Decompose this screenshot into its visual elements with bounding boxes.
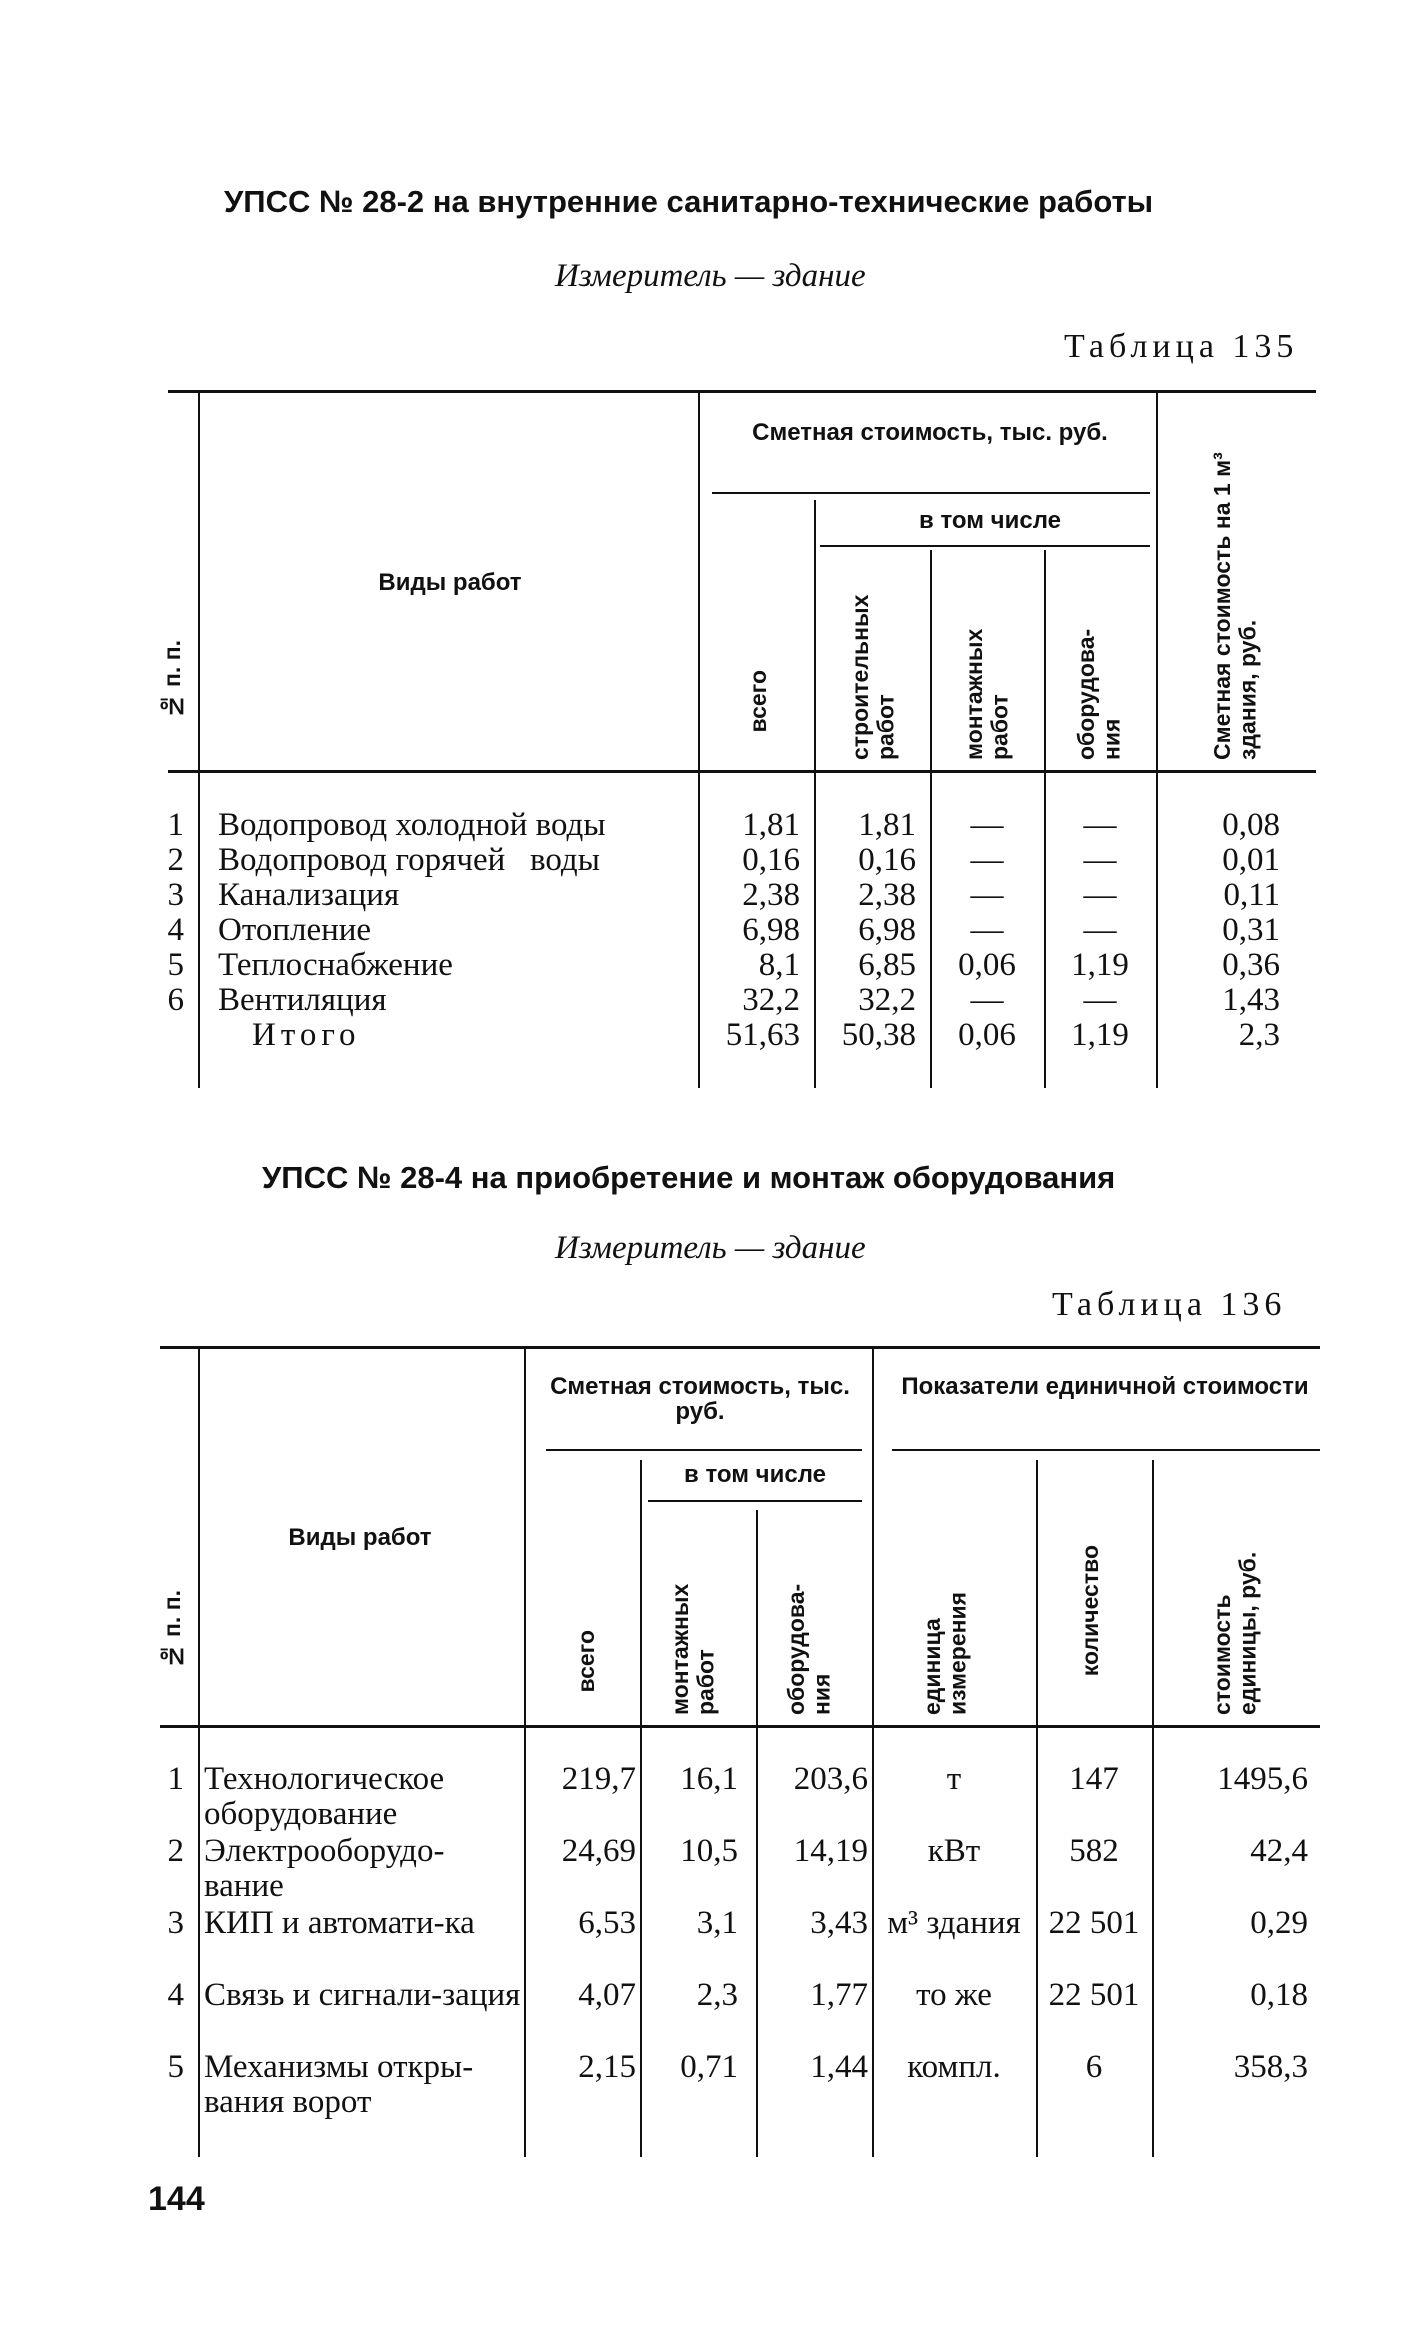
- header-equipment: оборудова-ния: [783, 1583, 835, 1715]
- header-unit-cost: стоимость единицы, руб.: [1209, 1551, 1261, 1715]
- header-work-type: Виды работ: [378, 569, 522, 596]
- header-quantity: количество: [1077, 1545, 1103, 1677]
- section1-table-label: Таблица 135: [1064, 328, 1299, 365]
- section2-table-label: Таблица 136: [1052, 1286, 1287, 1323]
- section1-title: УПСС № 28-2 на внутренние санитарно-технические работы: [224, 184, 1154, 219]
- header-unit: единица измерения: [919, 1591, 971, 1715]
- page-number: 144: [148, 2180, 205, 2218]
- header-cost-per-m3: Сметная стоимость на 1 м³ здания, руб.: [1209, 452, 1261, 760]
- header-cost-group: Сметная стоимость, тыс. руб.: [550, 1373, 850, 1426]
- header-total: всего: [745, 670, 771, 733]
- header-installation: монтажных работ: [961, 628, 1013, 760]
- header-number: № п. п.: [159, 1590, 185, 1670]
- section1-measure: Измеритель — здание: [555, 258, 866, 294]
- header-cost-group: Сметная стоимость, тыс. руб.: [752, 419, 1108, 446]
- header-unit-indicators: Показатели единичной стоимости: [901, 1373, 1309, 1400]
- header-including: в том числе: [919, 507, 1061, 534]
- header-installation: монтажных работ: [667, 1583, 719, 1715]
- section2-measure: Измеритель — здание: [555, 1230, 866, 1266]
- header-equipment: оборудова-ния: [1073, 628, 1125, 760]
- header-construction: строительных работ: [847, 594, 899, 760]
- section2-title: УПСС № 28-4 на приобретение и монтаж оборудования: [262, 1160, 1116, 1195]
- header-work-type: Виды работ: [288, 1524, 432, 1551]
- header-including: в том числе: [684, 1461, 826, 1488]
- header-number: № п. п.: [159, 640, 185, 720]
- header-total: всего: [573, 1630, 599, 1693]
